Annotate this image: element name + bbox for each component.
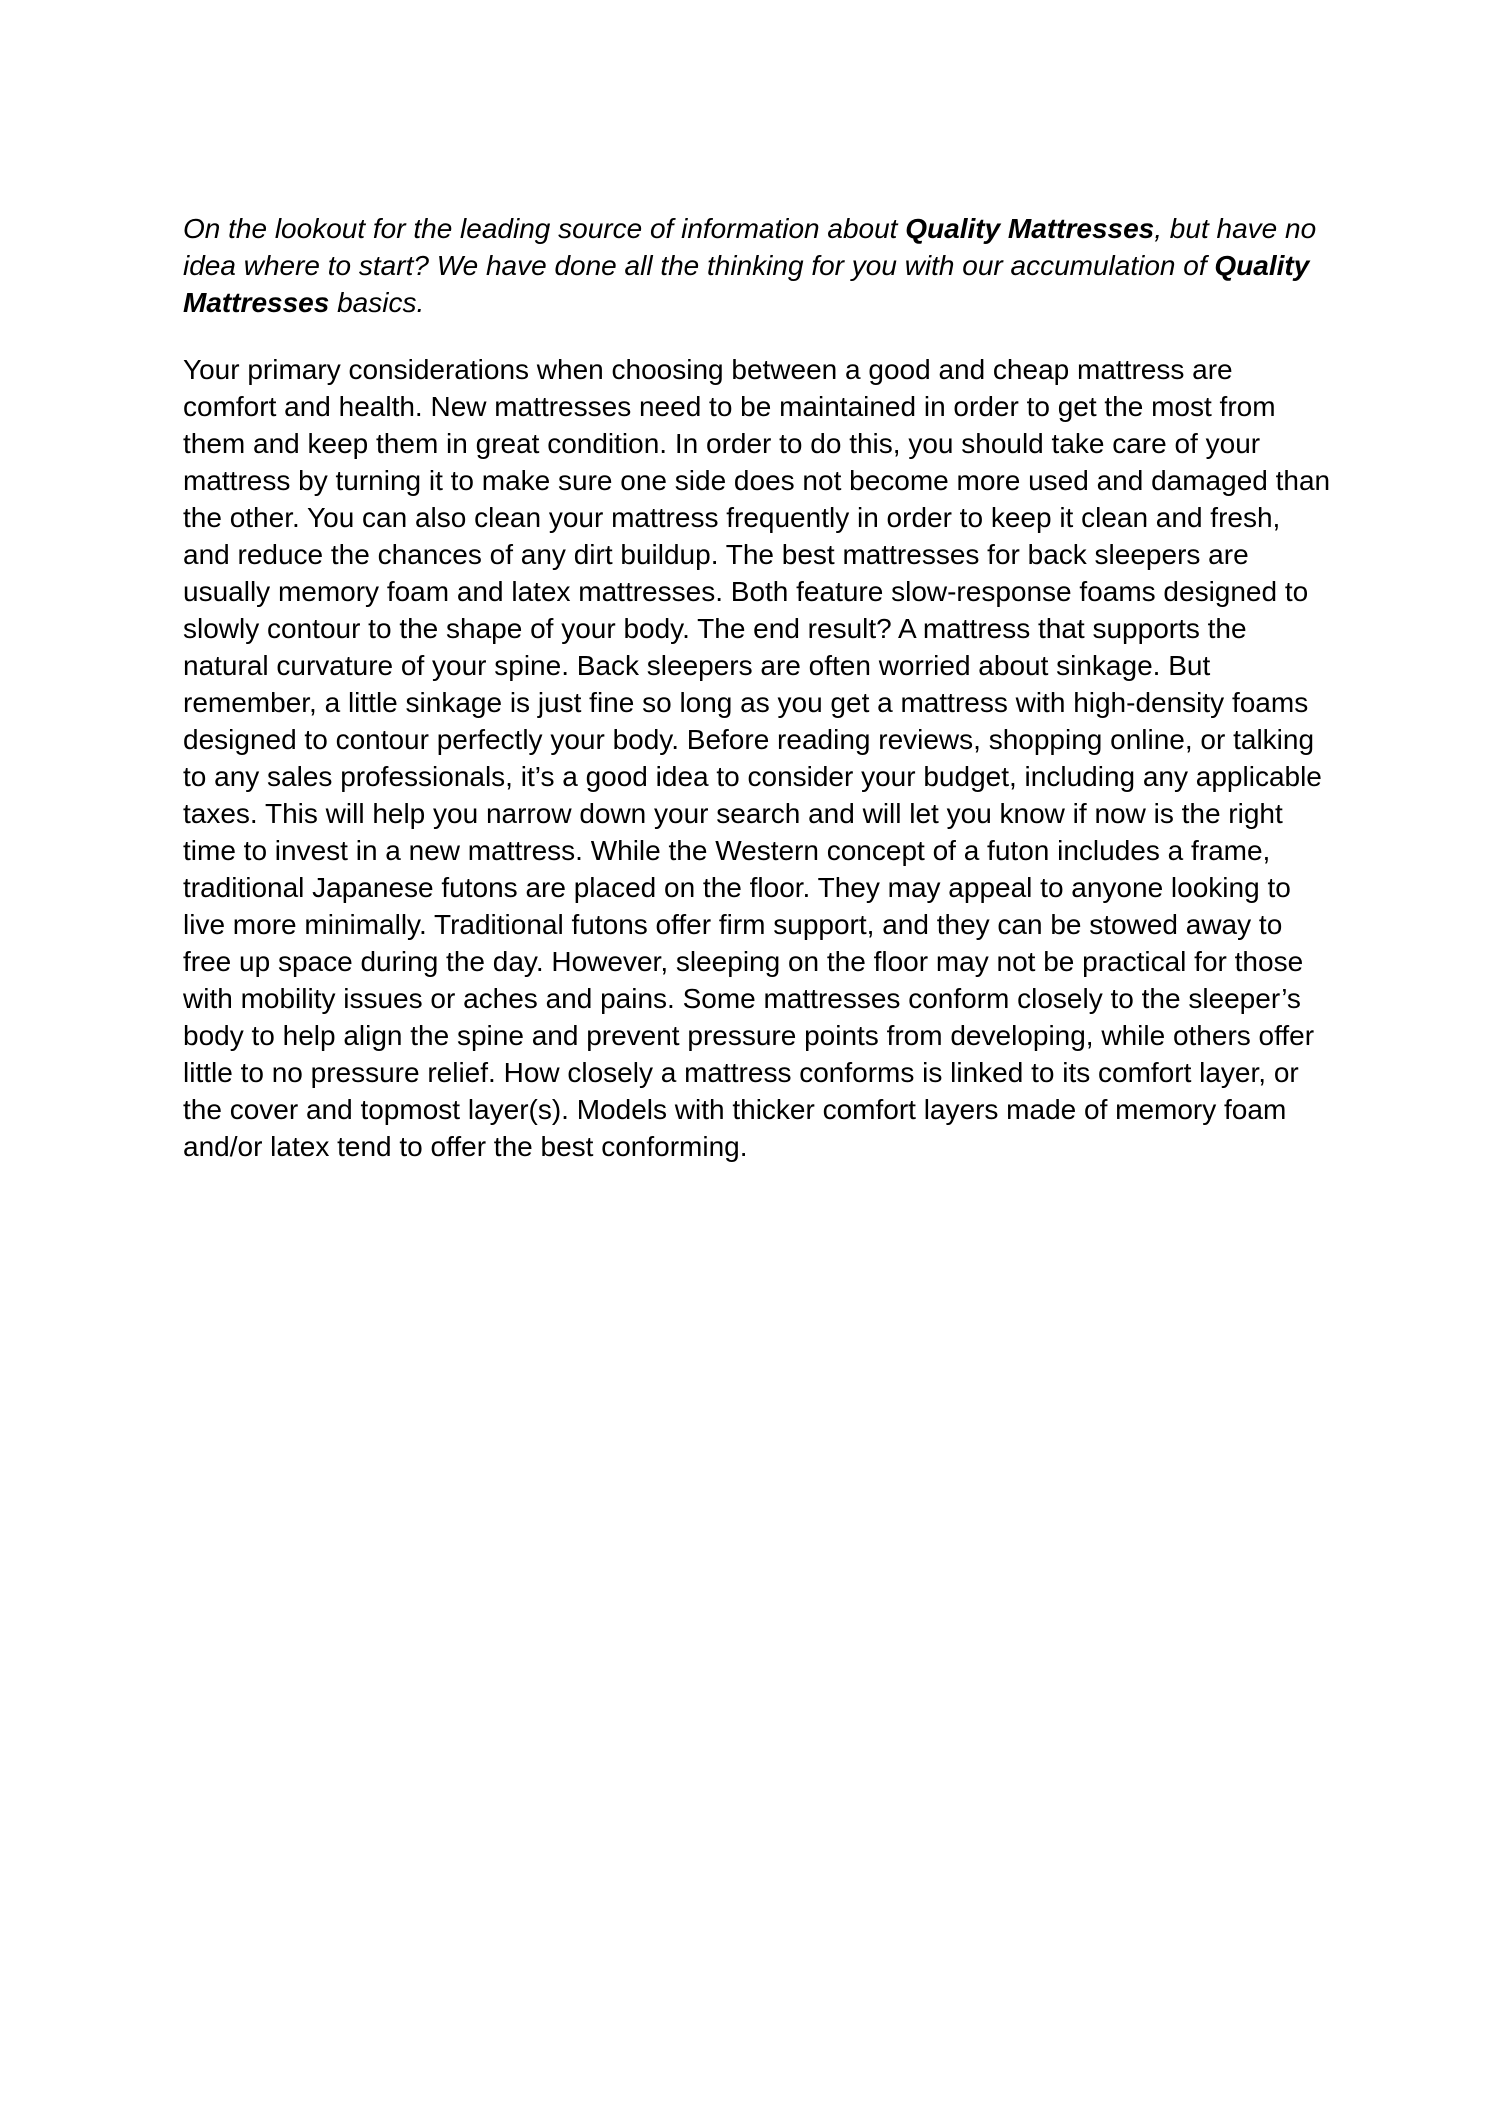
intro-text-1: On the lookout for the leading source of information about — [183, 213, 906, 244]
intro-bold-keyword-1: Quality Mattresses — [905, 213, 1155, 244]
intro-bold-keyword-2: Quality Mattresses — [183, 250, 1310, 318]
document-content — [183, 210, 1333, 1165]
intro-paragraph — [183, 210, 1333, 321]
intro-text-2: , but have no idea where to start? We have done all the thinking for you with our accumulation of — [183, 213, 1317, 281]
intro-text-3: basics. — [329, 287, 425, 318]
body-paragraph: Your primary considerations when choosing between a good and cheap mattress are comfort and health. New mattresses need to be maintained in order to get the most from them and keep them in great condition. In order to do this, you should take care of your mattress by turning it to make sure one side does not become more used and damaged than the other. You can also clean your mattress frequently in order to keep it clean and fresh, and reduce the chances of any dirt buildup. The best mattresses for back sleepers are usually memory foam and latex mattresses. Both feature slow-response foams designed to slowly contour to the shape of your body. The end result? A mattress that supports the natural curvature of your spine. Back sleepers are often worried about sinkage. But remember, a little sinkage is just fine so long as you get a mattress with high-density foams designed to contour perfectly your body. Before reading reviews, shopping online, or talking to any sales professionals, it’s a good idea to consider your budget, including any applicable taxes. This will help you narrow down your search and will let you know if now is the right time to invest in a new mattress. While the Western concept of a futon includes a frame, traditional Japanese futons are placed on the floor. They may appeal to anyone looking to live more minimally. Traditional futons offer firm support, and they can be stowed away to free up space during the day. However, sleeping on the floor may not be practical for those with mobility issues or aches and pains. Some mattresses conform closely to the sleeper’s body to help align the spine and prevent pressure points from developing, while others offer little to no pressure relief. How closely a mattress conforms is linked to its comfort layer, or the cover and topmost layer(s). Models with thicker comfort layers made of memory foam and/or latex tend to offer the best conforming. — [183, 354, 1331, 1162]
